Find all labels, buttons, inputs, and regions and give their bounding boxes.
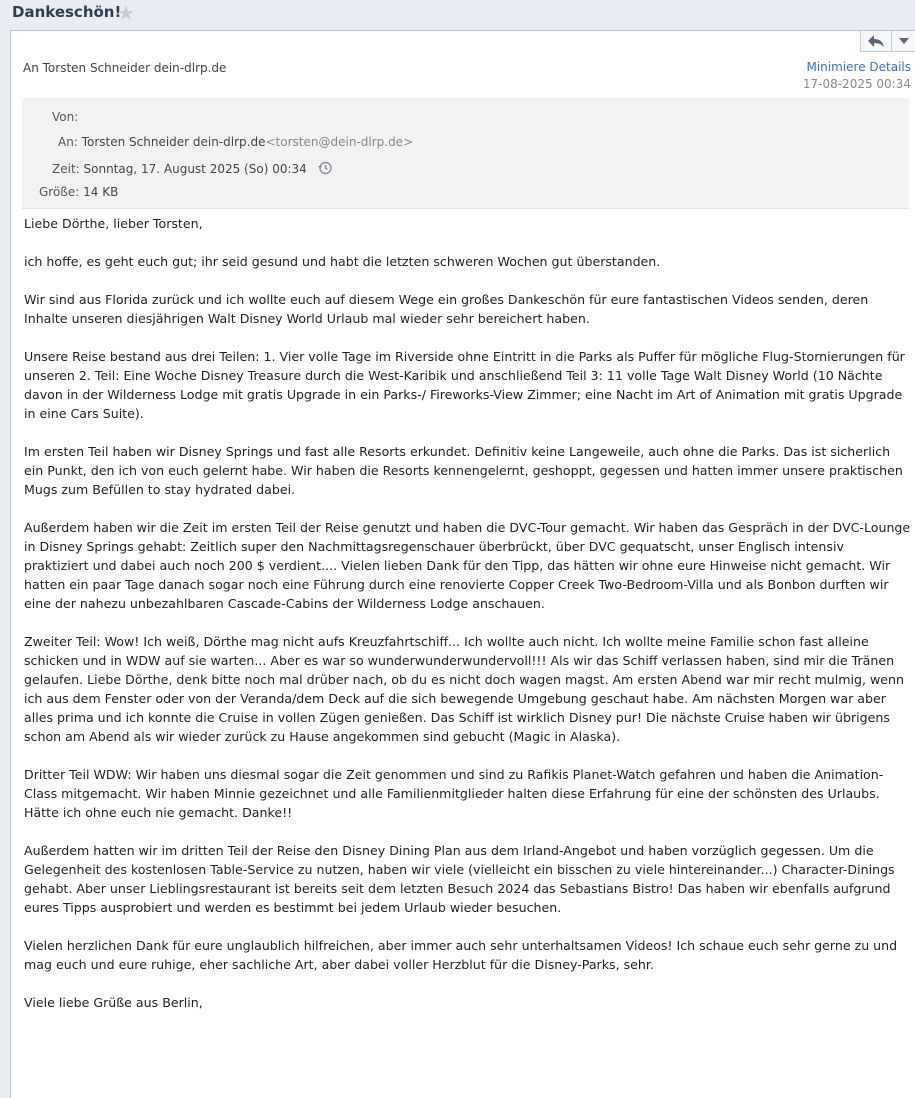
message-body — [24, 214, 911, 1031]
message-panel — [10, 30, 915, 1098]
body-paragraph: Außerdem haben wir die Zeit im ersten Teil der Reise genutzt und haben die DVC-Tour gemacht. Wir haben das Gespräch in der DVC-Lounge in Disney Springs gehabt: Zeitlich super den Nachmittagsregenschauer überbrückt, über DVC gequatscht, unser Englisch intensiv praktiziert und dabei auch noch 200 $ verdient.... Vielen lieben Dank für den Tipp, das hätten wir ohne eure Hinweise nicht gemacht. Wir hatten ein paar Tage danach sogar noch eine Führung durch eine renovierte Copper Creek Two-Bedroom-Villa und als Bonbon durften wir eine der nahezu unbezahlbaren Cascade-Cabins der Wilderness Lodge anschauen. — [24, 520, 911, 611]
time-row — [52, 160, 333, 179]
size-value: 14 KB — [83, 185, 119, 199]
chevron-down-icon — [898, 36, 910, 46]
from-label: Von: — [52, 110, 79, 124]
message-titlebar — [0, 0, 915, 30]
message-date: 17-08-2025 00:34 — [802, 77, 911, 91]
size-row — [39, 185, 118, 199]
body-paragraph: Vielen herzlichen Dank für eure unglaublich hilfreichen, aber immer auch sehr unterhaltsamen Videos! Ich schaue euch sehr gerne zu und mag euch und eure ruhige, eher sachliche Art, aber dabei voller Herzblut für die Disney-Parks, sehr. — [24, 938, 898, 972]
star-icon[interactable]: ★ — [117, 1, 135, 25]
body-paragraph: Im ersten Teil haben wir Disney Springs und fast alle Resorts erkundet. Definitiv keine Langeweile, auch ohne die Parks. Das ist sicherlich ein Punkt, den ich von euch gelernt habe. Wir haben die Resorts kennengelernt, geshoppt, gegessen und hatten immer unsere praktischen Mugs zum Befüllen to stay hydrated dabei. — [24, 444, 903, 497]
body-paragraph: Viele liebe Grüße aus Berlin, — [24, 995, 203, 1010]
body-paragraph: Unsere Reise bestand aus drei Teilen: 1. Vier volle Tage im Riverside ohne Eintritt in die Parks als Puffer für mögliche Flug-Stornierungen für unseren 2. Teil: Eine Woche Disney Treasure durch die West-Karibik und anschließend Teil 3: 11 volle Tage Walt Disney World (10 Nächte davon in der Wilderness Lodge mit gratis Upgrade in ein Parks-/ Fireworks-View Zimmer; eine Nacht im Art of Animation mit gratis Upgrade in eine Cars Suite). — [24, 349, 905, 421]
reply-button[interactable] — [861, 31, 891, 51]
history-clock-icon[interactable] — [317, 160, 333, 179]
to-email[interactable]: <torsten@dein-dlrp.de> — [265, 135, 414, 149]
size-label: Größe: — [39, 185, 80, 199]
message-subject: Dankeschön! — [12, 3, 122, 21]
to-row — [58, 135, 413, 149]
body-paragraph: Liebe Dörthe, lieber Torsten, — [24, 216, 203, 231]
body-paragraph: Wir sind aus Florida zurück und ich wollte euch auf diesem Wege ein großes Dankeschön für eure fantastischen Videos senden, deren Inhalte unseren diesjährigen Walt Disney World Urlaub mal wieder sehr bereichert haben. — [24, 292, 869, 326]
to-name[interactable]: Torsten Schneider dein-dlrp.de — [81, 135, 266, 149]
time-value: Sonntag, 17. August 2025 (So) 00:34 — [83, 162, 307, 176]
more-actions-button[interactable] — [891, 31, 915, 51]
from-row — [52, 110, 78, 124]
body-paragraph: Zweiter Teil: Wow! Ich weiß, Dörthe mag nicht aufs Kreuzfahrtschiff... Ich wollte auch nicht. Ich wollte meine Familie schon fast alleine schicken und in WDW auf sie warten... Aber es war so wunderwunderwundervoll!!! Als wir das Schiff verlassen haben, sind mir die Tränen gelaufen. Liebe Dörthe, denk bitte noch mal drüber nach, ob du es nicht doch wagen magst. Am ersten Abend war mir recht mulmig, wenn ich aus dem Fenster oder von der Veranda/dem Deck auf die sich bewegende Umgebung geschaut habe. Am nächsten Morgen war aber alles prima und ich konnte die Cruise in vollen Zügen genießen. Das Schiff ist wirklich Disney pur! Die nächste Cruise haben wir übrigens schon am Abend als wir wieder zurück zu Hause angekommen sind gebucht (Magic in Alaska). — [24, 634, 904, 744]
body-paragraph: ich hoffe, es geht euch gut; ihr seid gesund und habt die letzten schweren Wochen gut überstanden. — [24, 254, 661, 269]
time-label: Zeit: — [52, 162, 80, 176]
toggle-details-link[interactable]: Minimiere Details — [806, 60, 911, 74]
message-headers — [22, 98, 909, 209]
body-paragraph: Dritter Teil WDW: Wir haben uns diesmal sogar die Zeit genommen und sind zu Rafikis Planet-Watch gefahren und haben die Animation-Class mitgemacht. Wir haben Minnie gezeichnet und alle Familienmitglieder halten diese Erfahrung für eine der schönsten des Urlaubs. Hätte ich ohne euch nie gemacht. Danke!! — [24, 767, 884, 820]
body-paragraph: Außerdem hatten wir im dritten Teil der Reise den Disney Dining Plan aus dem Irland-Angebot und haben vorzüglich gegessen. Um die Gelegenheit des kostenlosen Table-Service zu nutzen, haben wir viele (vielleicht ein bisschen zu viele hintereinander...) Character-Dinings gehabt. Aber unser Lieblingsrestaurant ist bereits seit dem letzten Besuch 2024 das Sebastians Bistro! Das haben wir ebenfalls aufgrund eures Tipps ausprobiert und werden es bestimmt bei jedem Urlaub wieder besuchen. — [24, 843, 895, 915]
to-label: An: — [58, 135, 78, 149]
recipient-summary: An Torsten Schneider dein-dlrp.de — [23, 61, 227, 75]
message-actions — [860, 31, 915, 52]
reply-icon — [867, 34, 885, 48]
